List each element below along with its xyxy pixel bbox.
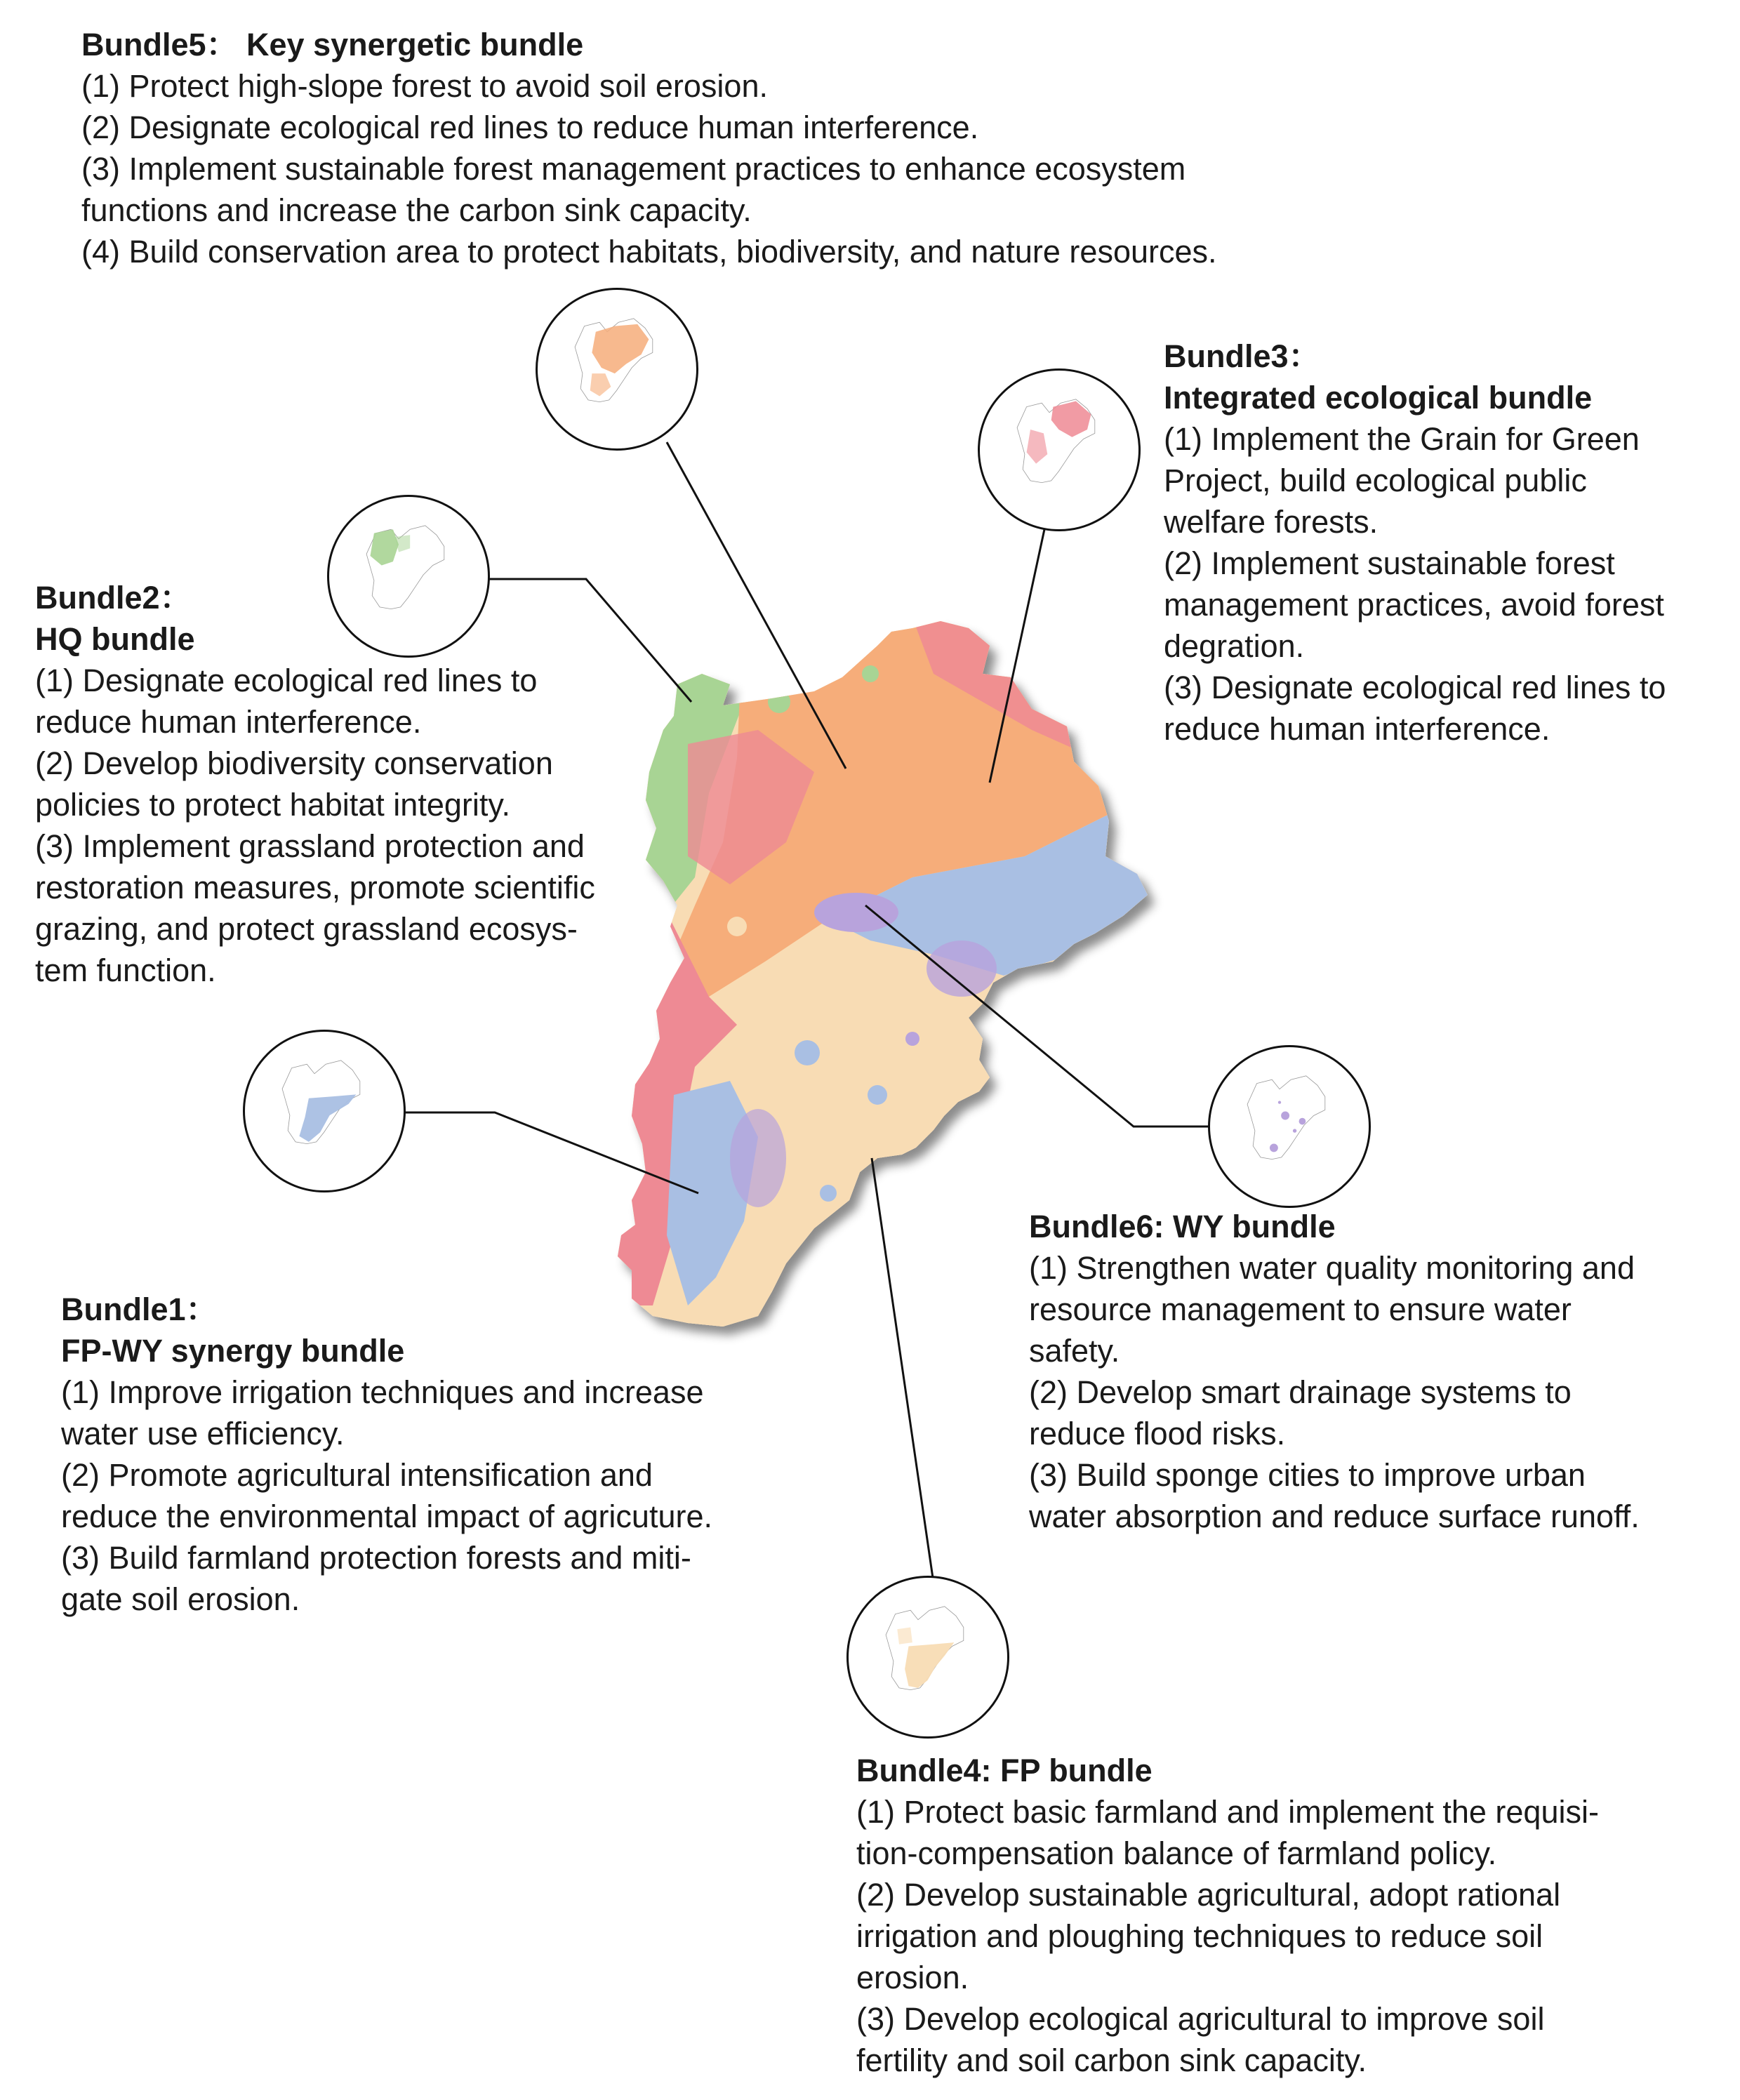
bundle-measure-line: gate soil erosion. — [61, 1581, 300, 1617]
bundle-heading: Integrated ecological bundle — [1164, 380, 1593, 416]
bundle3-text — [1164, 335, 1666, 750]
bundle1-text — [61, 1289, 712, 1620]
bundle-measure-line: (2) Implement sustainable forest — [1164, 545, 1615, 581]
bundle-heading: Bundle2： — [35, 580, 192, 616]
bundle3-inset-map — [978, 368, 1141, 531]
bundle-measure-line: (3) Implement grassland protection and — [35, 828, 585, 864]
bundle-measure-line: (1) Improve irrigation techniques and increase — [61, 1374, 704, 1410]
bundle-measure-line: policies to protect habitat integrity. — [35, 787, 511, 823]
bundle-measure-line: reduce the environmental impact of agricuture. — [61, 1498, 712, 1534]
bundle-measure-line: reduce human interference. — [35, 704, 422, 740]
leader-line-bundle6 — [865, 905, 1214, 1127]
bundle-measure-line: (2) Develop biodiversity conservation — [35, 745, 553, 781]
bundle-measure-line: water absorption and reduce surface runoff. — [1029, 1498, 1640, 1534]
leader-line-bundle1 — [404, 1112, 698, 1193]
bundle-measure-line: (3) Build farmland protection forests and miti- — [61, 1540, 691, 1576]
bundle-measure-line: (3) Designate ecological red lines to — [1164, 670, 1666, 705]
bundle-measure-line: fertility and soil carbon sink capacity. — [856, 2042, 1367, 2078]
bundle-heading: Bundle6: WY bundle — [1029, 1209, 1336, 1244]
bundle-measure-line: (1) Designate ecological red lines to — [35, 663, 538, 698]
bundle-heading: FP-WY synergy bundle — [61, 1333, 405, 1369]
bundle-measure-line: grazing, and protect grassland ecosys- — [35, 911, 578, 947]
bundle-measure-line: reduce flood risks. — [1029, 1416, 1286, 1451]
bundle5-inset-map — [536, 288, 698, 451]
bundle-measure-line: irrigation and ploughing techniques to reduce soil — [856, 1918, 1543, 1954]
bundle-measure-line: water use efficiency. — [61, 1416, 345, 1451]
bundle-measure-line: (1) Protect high-slope forest to avoid soil erosion. — [81, 68, 768, 104]
bundle4-inset-map — [846, 1576, 1009, 1739]
bundle-heading: Bundle4: FP bundle — [856, 1753, 1153, 1788]
bundle-measure-line: (1) Implement the Grain for Green — [1164, 421, 1640, 457]
bundle-measure-line: restoration measures, promote scientific — [35, 870, 595, 905]
bundle-measure-line: (2) Develop sustainable agricultural, adopt rational — [856, 1877, 1561, 1913]
bundle-heading: HQ bundle — [35, 621, 195, 657]
bundle-measure-line: degration. — [1164, 628, 1305, 664]
bundle-measure-line: reduce human interference. — [1164, 711, 1550, 747]
leader-line-bundle3 — [990, 523, 1046, 783]
bundle-measure-line: (2) Promote agricultural intensification and — [61, 1457, 653, 1493]
bundle-measure-line: functions and increase the carbon sink capacity. — [81, 192, 752, 228]
bundle-measure-line: management practices, avoid forest — [1164, 587, 1664, 623]
bundle-measure-line: safety. — [1029, 1333, 1120, 1369]
bundle-measure-line: resource management to ensure water — [1029, 1291, 1572, 1327]
bundle5-text — [81, 24, 1217, 272]
bundle6-text — [1029, 1206, 1640, 1537]
bundle1-inset-map — [243, 1030, 406, 1192]
bundle-heading: Bundle5： Key synergetic bundle — [81, 27, 584, 62]
bundle-measure-line: (2) Develop smart drainage systems to — [1029, 1374, 1572, 1410]
leader-line-bundle5 — [667, 442, 846, 769]
bundle-measure-line: erosion. — [856, 1960, 969, 1995]
bundle4-text — [856, 1750, 1599, 2081]
leader-line-bundle4 — [872, 1158, 934, 1583]
bundle-measure-line: (3) Develop ecological agricultural to improve soil — [856, 2001, 1545, 2037]
bundle-measure-line: (1) Strengthen water quality monitoring and — [1029, 1250, 1635, 1286]
bundle-measure-line: welfare forests. — [1164, 504, 1379, 540]
bundle-measure-line: tion-compensation balance of farmland policy. — [856, 1835, 1497, 1871]
bundle-heading: Bundle3： — [1164, 338, 1320, 374]
bundle-measure-line: (1) Protect basic farmland and implement the requisi- — [856, 1794, 1599, 1830]
bundle-measure-line: (3) Build sponge cities to improve urban — [1029, 1457, 1586, 1493]
bundle-measure-line: (3) Implement sustainable forest management practices to enhance ecosystem — [81, 151, 1186, 187]
bundle6-inset-map — [1208, 1045, 1371, 1208]
bundle-measure-line: Project, build ecological public — [1164, 463, 1587, 498]
bundle-measure-line: (2) Designate ecological red lines to reduce human interference. — [81, 109, 979, 145]
bundle-heading: Bundle1： — [61, 1291, 218, 1327]
bundle-measure-line: tem function. — [35, 952, 216, 988]
bundle2-text — [35, 577, 595, 991]
bundle-measure-line: (4) Build conservation area to protect habitats, biodiversity, and nature resources. — [81, 234, 1217, 270]
